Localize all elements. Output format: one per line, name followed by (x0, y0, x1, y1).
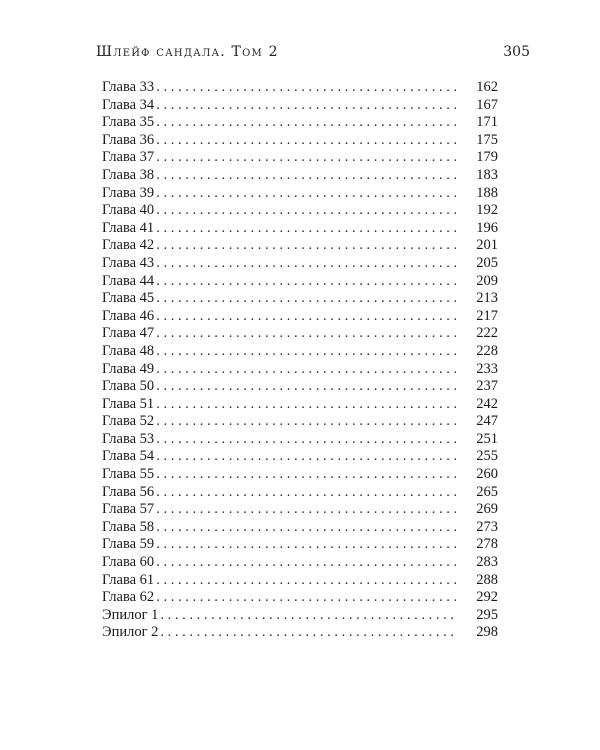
toc-entry-page: 192 (476, 202, 498, 219)
dot-leader (160, 624, 456, 642)
dot-leader (160, 607, 456, 625)
page-header (96, 44, 530, 68)
toc-entry (102, 290, 498, 308)
dot-leader (156, 325, 456, 343)
toc-entry-title: Глава 58 (102, 518, 155, 535)
dot-leader (156, 149, 456, 167)
toc-entry-title: Глава 36 (102, 131, 155, 148)
toc-entry (102, 97, 498, 115)
toc-entry (102, 132, 498, 150)
toc-entry (102, 273, 498, 291)
dot-leader (156, 378, 456, 396)
toc-entry-title: Глава 49 (102, 360, 155, 377)
toc-entry (102, 114, 498, 132)
toc-entry (102, 79, 498, 97)
toc-entry-page: 196 (476, 219, 498, 236)
toc-entry-page: 283 (476, 554, 498, 571)
toc-entry-page: 233 (476, 360, 498, 377)
dot-leader (156, 536, 456, 554)
toc-entry (102, 396, 498, 414)
toc-entry-page: 292 (476, 589, 498, 606)
toc-entry-page: 260 (476, 466, 498, 483)
dot-leader (156, 484, 456, 502)
toc-entry-page: 222 (476, 325, 498, 342)
toc-entry-page: 205 (476, 254, 498, 271)
dot-leader (156, 413, 456, 431)
dot-leader (156, 431, 456, 449)
toc-entry-page: 201 (476, 237, 498, 254)
dot-leader (156, 79, 456, 97)
toc-entry-title: Глава 51 (102, 395, 155, 412)
dot-leader (156, 97, 456, 115)
toc-entry-page: 298 (476, 624, 498, 641)
toc-entry (102, 536, 498, 554)
toc-entry-page: 179 (476, 149, 498, 166)
toc-entry-page: 273 (476, 518, 498, 535)
dot-leader (156, 554, 456, 572)
toc-entry-title: Глава 45 (102, 290, 155, 307)
toc-entry-title: Глава 41 (102, 219, 155, 236)
dot-leader (156, 396, 456, 414)
dot-leader (156, 448, 456, 466)
toc-entry (102, 220, 498, 238)
dot-leader (156, 290, 456, 308)
toc-entry-title: Глава 55 (102, 466, 155, 483)
toc-entry-title: Глава 57 (102, 501, 155, 518)
toc-entry-page: 183 (476, 166, 498, 183)
toc-entry-title: Глава 56 (102, 483, 155, 500)
toc-entry-page: 209 (476, 272, 498, 289)
toc-entry-page: 171 (476, 114, 498, 131)
toc-entry (102, 466, 498, 484)
toc-entry-page: 228 (476, 342, 498, 359)
dot-leader (156, 255, 456, 273)
toc-entry-title: Глава 54 (102, 448, 155, 465)
toc-entry (102, 607, 498, 625)
toc-entry-page: 237 (476, 378, 498, 395)
toc-entry (102, 325, 498, 343)
toc-entry (102, 572, 498, 590)
toc-entry-page: 251 (476, 430, 498, 447)
toc-entry-title: Глава 42 (102, 237, 155, 254)
toc-entry-page: 217 (476, 307, 498, 324)
toc-entry-title: Глава 50 (102, 378, 155, 395)
toc-entry (102, 167, 498, 185)
toc-entry (102, 343, 498, 361)
toc-entry-page: 213 (476, 290, 498, 307)
toc-entry-title: Глава 43 (102, 254, 155, 271)
toc-entry-page: 255 (476, 448, 498, 465)
dot-leader (156, 220, 456, 238)
toc-entry (102, 448, 498, 466)
toc-entry-title: Глава 44 (102, 272, 155, 289)
page-number: 305 (503, 44, 530, 60)
toc-entry-title: Глава 35 (102, 114, 155, 131)
toc-entry (102, 413, 498, 431)
toc-entry-title: Глава 53 (102, 430, 155, 447)
toc-entry (102, 554, 498, 572)
dot-leader (156, 589, 456, 607)
toc-entry-title: Глава 52 (102, 413, 155, 430)
toc-entry (102, 378, 498, 396)
toc-entry-title: Глава 38 (102, 166, 155, 183)
dot-leader (156, 343, 456, 361)
toc-entry-title: Глава 34 (102, 96, 155, 113)
dot-leader (156, 466, 456, 484)
toc-entry-page: 265 (476, 483, 498, 500)
toc-entry (102, 519, 498, 537)
dot-leader (156, 202, 456, 220)
running-title: Шлейф сандала. Том 2 (96, 44, 279, 60)
dot-leader (156, 572, 456, 590)
toc-entry (102, 185, 498, 203)
toc-entry-page: 288 (476, 571, 498, 588)
toc-entry-page: 295 (476, 606, 498, 623)
toc-entry-title: Эпилог 2 (102, 624, 159, 641)
toc-entry-title: Глава 33 (102, 79, 155, 95)
toc-entry-title: Глава 61 (102, 571, 155, 588)
toc-entry (102, 202, 498, 220)
toc-entry-title: Глава 40 (102, 202, 155, 219)
toc-entry-page: 242 (476, 395, 498, 412)
toc-entry (102, 308, 498, 326)
dot-leader (156, 308, 456, 326)
toc-entry (102, 501, 498, 519)
dot-leader (156, 237, 456, 255)
toc-entry-title: Глава 62 (102, 589, 155, 606)
dot-leader (156, 167, 456, 185)
toc-entry-title: Глава 46 (102, 307, 155, 324)
toc-entry-title: Глава 39 (102, 184, 155, 201)
toc-entry (102, 255, 498, 273)
dot-leader (156, 273, 456, 291)
toc-entry (102, 237, 498, 255)
toc-entry-page: 175 (476, 131, 498, 148)
toc-entry-title: Глава 60 (102, 554, 155, 571)
dot-leader (156, 501, 456, 519)
toc-entry (102, 149, 498, 167)
toc-entry (102, 431, 498, 449)
toc-entry-title: Глава 37 (102, 149, 155, 166)
toc-entry-page: 167 (476, 96, 498, 113)
toc-entry (102, 589, 498, 607)
toc-entry-page: 278 (476, 536, 498, 553)
toc-entry-page: 188 (476, 184, 498, 201)
dot-leader (156, 361, 456, 379)
dot-leader (156, 185, 456, 203)
dot-leader (156, 132, 456, 150)
toc-entry-page: 162 (476, 79, 498, 95)
toc-entry (102, 624, 498, 642)
toc-entry (102, 361, 498, 379)
toc-entry-page: 247 (476, 413, 498, 430)
table-of-contents (102, 79, 498, 642)
dot-leader (156, 519, 456, 537)
toc-entry (102, 484, 498, 502)
toc-entry-page: 269 (476, 501, 498, 518)
dot-leader (156, 114, 456, 132)
toc-entry-title: Глава 47 (102, 325, 155, 342)
toc-entry-title: Эпилог 1 (102, 606, 159, 623)
toc-entry-title: Глава 48 (102, 342, 155, 359)
toc-entry-title: Глава 59 (102, 536, 155, 553)
